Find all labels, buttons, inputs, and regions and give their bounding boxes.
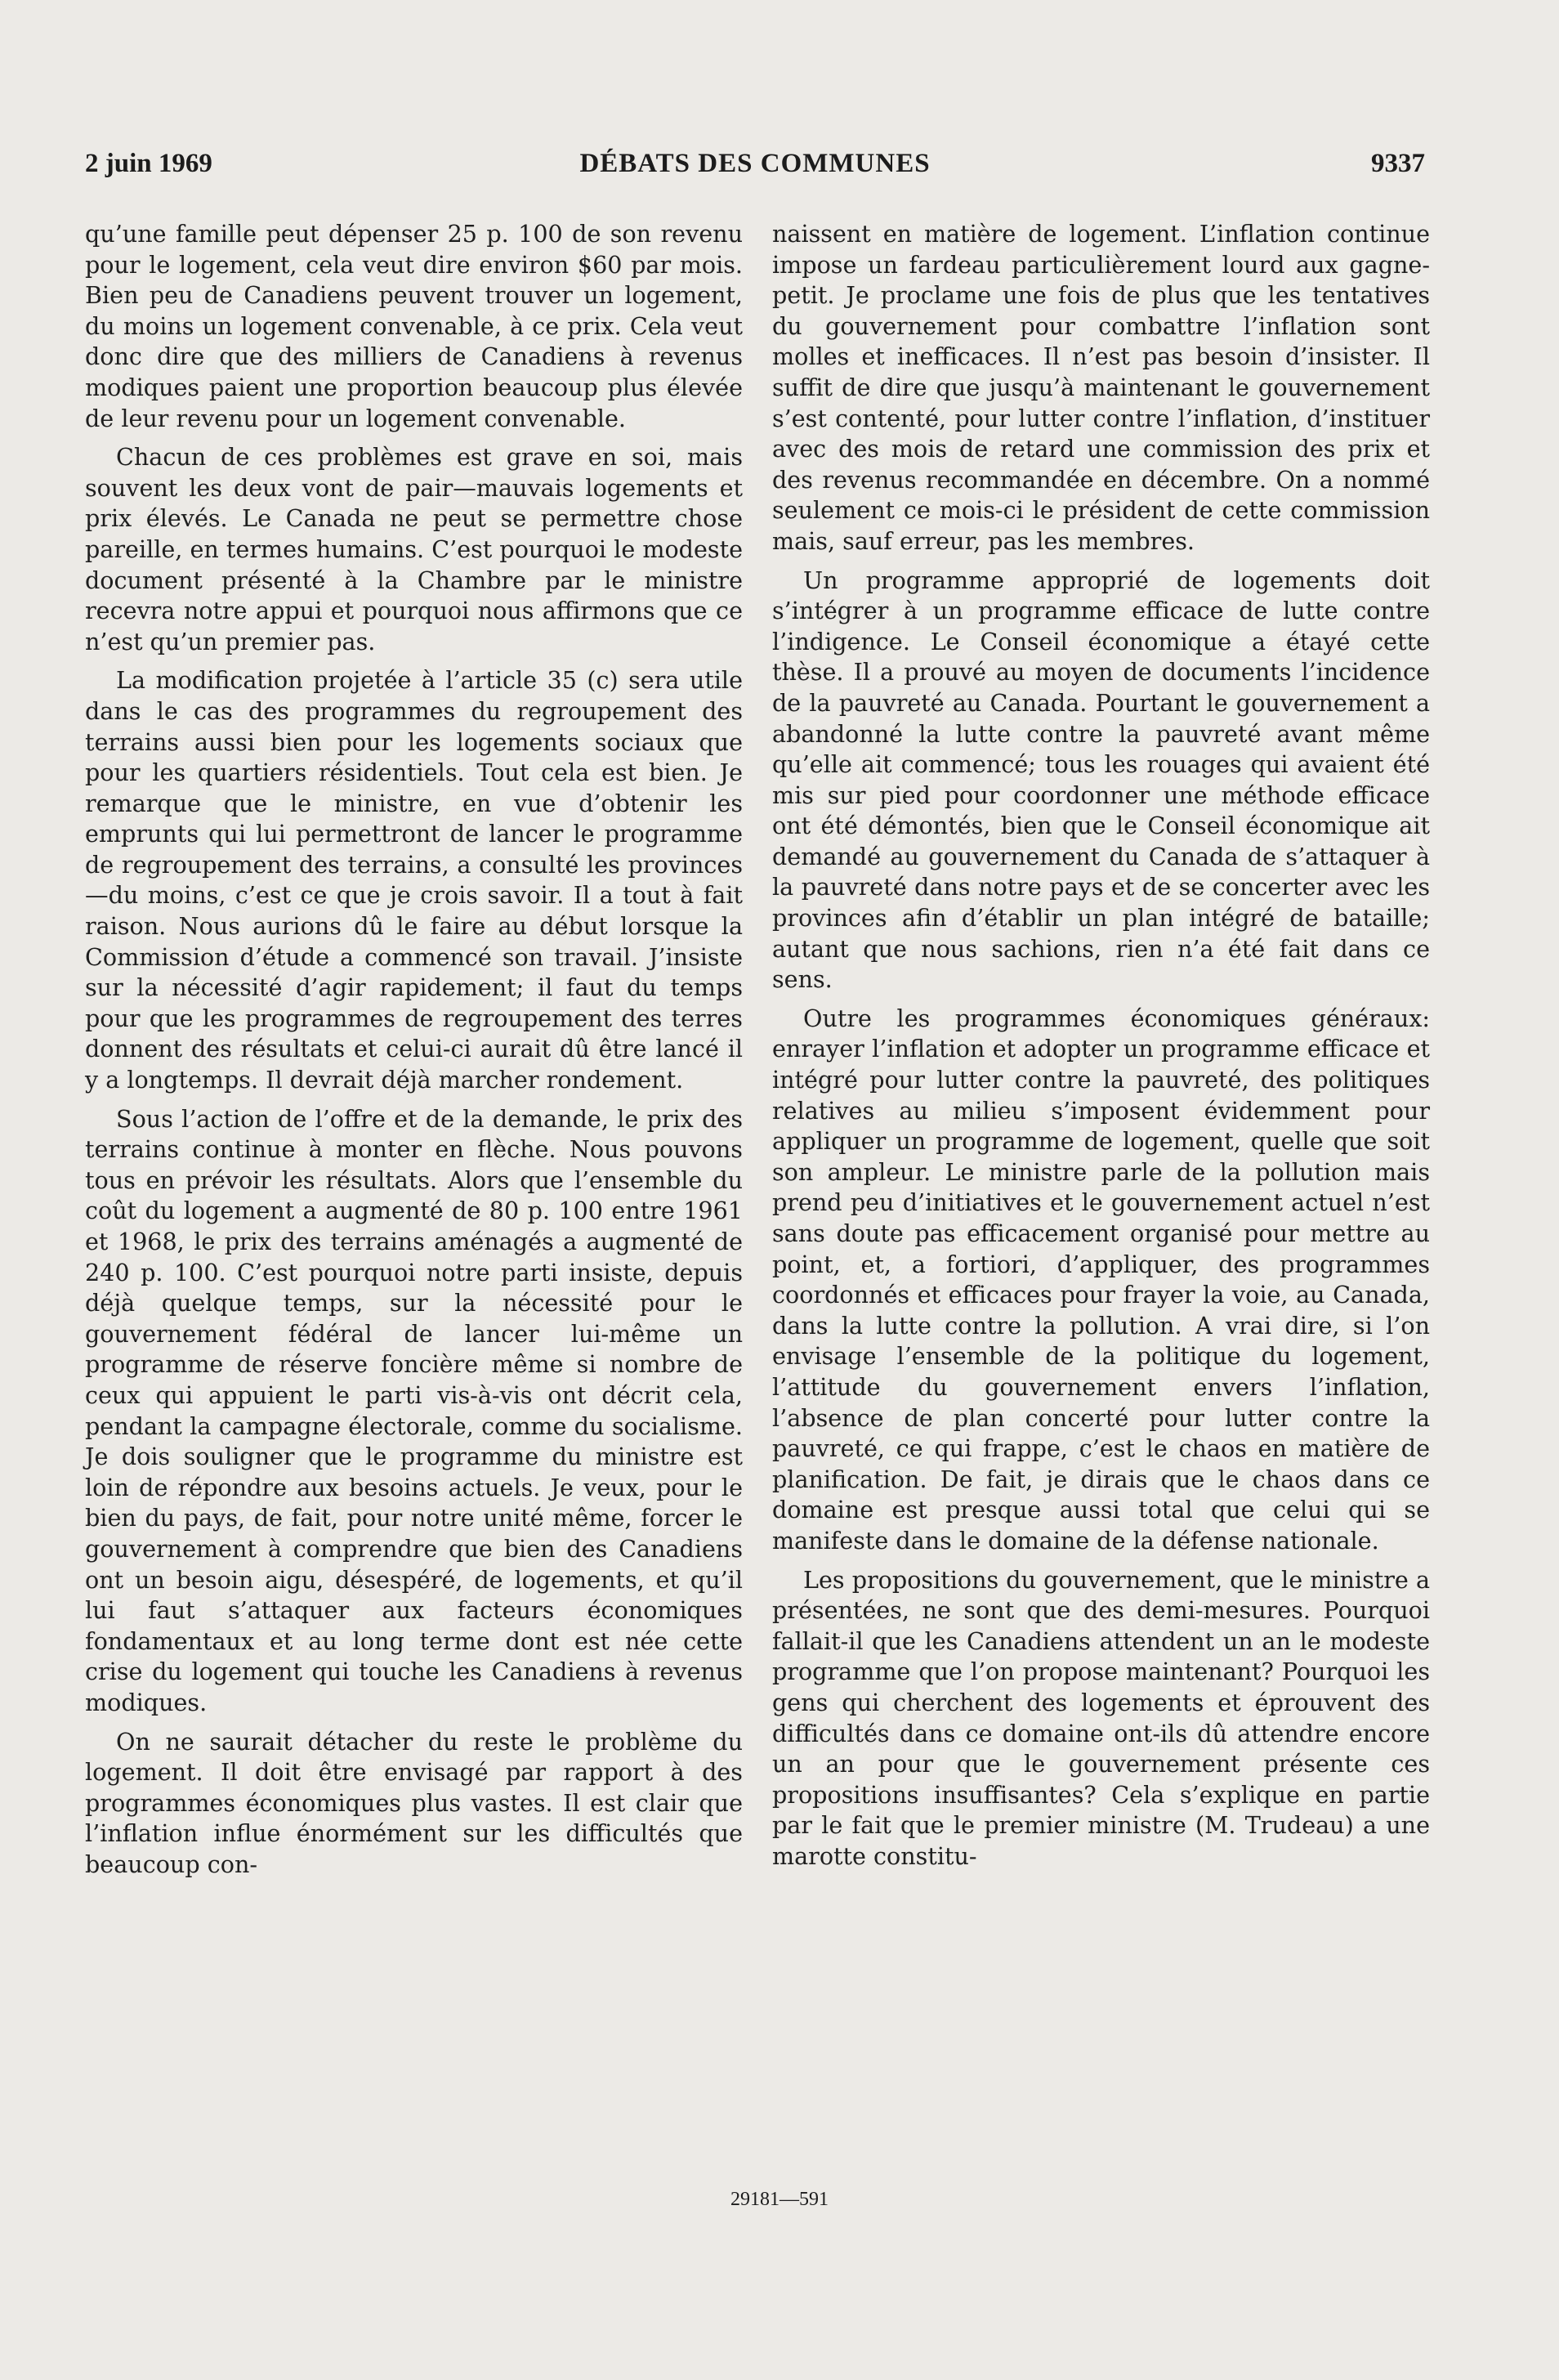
header-title: DÉBATS DES COMMUNES	[579, 149, 931, 178]
page-number: 9337	[1371, 149, 1425, 178]
paragraph: Sous l’action de l’offre et de la demande, le prix des terrains continue à monter en flèche. Nous pouvons tous en prévoir les résultats. Alors que l’ensemble du coût du logement a augmenté de 80 p. 100 entre 1961 et 1968, le prix des terrains aménagés a augmenté de 240 p. 100. C’est pourquoi notre parti insiste, depuis déjà quelque temps, sur la nécessité pour le gouvernement fédéral de lancer lui-même un programme de réserve foncière même si nombre de ceux qui appuient le parti vis-à-vis ont décrit cela, pendant la campagne électorale, comme du socialisme. Je dois souligner que le programme du ministre est loin de répondre aux besoins actuels. Je veux, pour le bien du pays, de fait, pour notre unité même, forcer le gouvernement à comprendre que bien des Canadiens ont un besoin aigu, désespéré, de logements, et qu’il lui faut s’attaquer aux facteurs économiques fondamentaux et au long terme dont est née cette crise du logement qui touche les Canadiens à revenus modiques.	[85, 1104, 743, 1716]
paragraph: On ne saurait détacher du reste le problème du logement. Il doit être envisagé par rapport à des programmes économiques plus vastes. Il est clair que l’inflation influe énormément sur les difficultés que beaucoup con-	[85, 1727, 743, 1878]
paragraph: Outre les programmes économiques généraux: enrayer l’inflation et adopter un programme efficace et intégré pour lutter contre la pauvreté, des politiques relatives au milieu s’imposent évidemment pour appliquer un programme de logement, quelle que soit son ampleur. Le ministre parle de la pollution mais prend peu d’initiatives et le gouvernement actuel n’est sans doute pas efficacement organisé pour mettre au point, et, a fortiori, d’appliquer, des programmes coordonnés et efficaces pour frayer la voie, au Canada, dans la lutte contre la pollution. A vrai dire, si l’on envisage l’ensemble de la politique du logement, l’attitude du gouvernement envers l’inflation, l’absence de plan concerté pour lutter contre la pauvreté, ce qui frappe, c’est le chaos en matière de planification. De fait, je dirais que le chaos dans ce domaine est presque aussi total que celui qui se manifeste dans le domaine de la défense nationale.	[772, 1004, 1430, 1555]
paragraph: Un programme approprié de logements doit s’intégrer à un programme efficace de lutte contre l’indigence. Le Conseil économique a étayé cette thèse. Il a prouvé au moyen de documents l’incidence de la pauvreté au Canada. Pourtant le gouvernement a abandonné la lutte contre la pauvreté avant même qu’elle ait commencé; tous les rouages qui avaient été mis sur pied pour coordonner une méthode efficace ont été démontés, bien que le Conseil économique ait demandé au gouvernement du Canada de s’attaquer à la pauvreté dans notre pays et de se concerter avec les provinces afin d’établir un plan intégré de bataille; autant que nous sachions, rien n’a été fait dans ce sens.	[772, 566, 1430, 994]
left-column	[85, 219, 743, 1888]
header-date: 2 juin 1969	[85, 149, 212, 178]
paragraph: La modification projetée à l’article 35 (c) sera utile dans le cas des programmes du regroupement des terrains aussi bien pour les logements sociaux que pour les quartiers résidentiels. Tout cela est bien. Je remarque que le ministre, en vue d’obtenir les emprunts qui lui permettront de lancer le programme de regroupement des terrains, a consulté les provinces—du moins, c’est ce que je crois savoir. Il a tout à fait raison. Nous aurions dû le faire au début lorsque la Commission d’étude a commencé son travail. J’insiste sur la nécessité d’agir rapidement; il faut du temps pour que les programmes de regroupement des terres donnent des résultats et celui-ci aurait dû être lancé il y a longtemps. Il devrait déjà marcher rondement.	[85, 666, 743, 1094]
paragraph: naissent en matière de logement. L’inflation continue impose un fardeau particulièrement lourd aux gagne-petit. Je proclame une fois de plus que les tentatives du gouvernement pour combattre l’inflation sont molles et inefficaces. Il n’est pas besoin d’insister. Il suffit de dire que jusqu’à maintenant le gouvernement s’est contenté, pour lutter contre l’inflation, d’instituer avec des mois de retard une commission des prix et des revenus recommandée en décembre. On a nommé seulement ce mois-ci le président de cette commission mais, sauf erreur, pas les membres.	[772, 220, 1430, 555]
page-footer-code: 29181—591	[730, 2189, 829, 2210]
page-header	[85, 149, 1425, 185]
paragraph: Les propositions du gouvernement, que le ministre a présentées, ne sont que des demi-mesures. Pourquoi fallait-il que les Canadiens attendent un an le modeste programme que l’on propose maintenant? Pourquoi les gens qui cherchent des logements et éprouvent des difficultés dans ce domaine ont-ils dû attendre encore un an pour que le gouvernement présente ces propositions insuffisantes? Cela s’explique en partie par le fait que le premier ministre (M. Trudeau) a une marotte constitu-	[772, 1565, 1430, 1870]
paragraph: qu’une famille peut dépenser 25 p. 100 de son revenu pour le logement, cela veut dire environ $60 par mois. Bien peu de Canadiens peuvent trouver un logement, du moins un logement convenable, à ce prix. Cela veut donc dire que des milliers de Canadiens à revenus modiques paient une proportion beaucoup plus élevée de leur revenu pour un logement convenable.	[85, 220, 743, 432]
paragraph: Chacun de ces problèmes est grave en soi, mais souvent les deux vont de pair—mauvais logements et prix élevés. Le Canada ne peut se permettre chose pareille, en termes humains. C’est pourquoi le modeste document présenté à la Chambre par le ministre recevra notre appui et pourquoi nous affirmons que ce n’est qu’un premier pas.	[85, 443, 743, 655]
right-column	[772, 219, 1430, 1880]
